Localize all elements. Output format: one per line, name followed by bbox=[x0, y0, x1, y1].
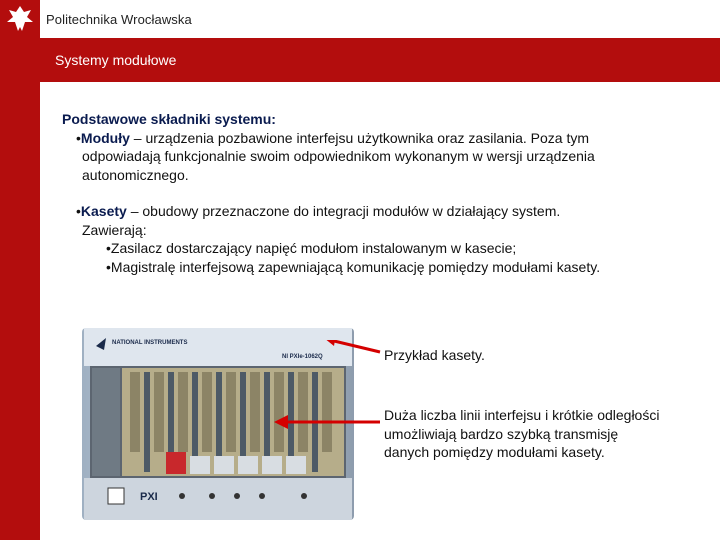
bullet-chassis bbox=[76, 202, 702, 239]
annotation-chassis: Przykład kasety. bbox=[384, 347, 485, 363]
arrow-chassis bbox=[330, 340, 380, 352]
term-chassis: Kasety bbox=[80, 203, 127, 219]
modules-desc-line1: – urządzenia pozbawione interfejsu użytkownika oraz zasilania. Poza tym bbox=[129, 129, 590, 146]
university-name: Politechnika Wrocławska bbox=[46, 12, 192, 27]
eagle-icon bbox=[0, 0, 40, 38]
title-bar bbox=[40, 38, 720, 82]
annotation-bus-line1: Duża liczba linii interfejsu i krótkie odległości bbox=[384, 407, 660, 423]
header bbox=[0, 0, 720, 38]
annotation-bus-line2: umożliwiają bardzo szybką transmisję bbox=[384, 425, 619, 442]
annotation-bus-line3: danych pomiędzy modułami kasety. bbox=[384, 444, 605, 460]
university-logo bbox=[0, 0, 40, 38]
modules-desc-line2: odpowiadają funkcjonalnie swoim odpowiednikom wykonanym w wersji urządzenia bbox=[82, 148, 595, 164]
section-heading: Podstawowe składniki systemu: bbox=[62, 111, 276, 127]
sub-bullet-power: •Zasilacz dostarczający napięć modułom instalowanym w kasecie; bbox=[106, 240, 517, 256]
term-modules: Moduły bbox=[80, 129, 130, 146]
annotation-arrows bbox=[270, 340, 390, 440]
left-accent-bar bbox=[0, 38, 40, 540]
bullet-modules bbox=[76, 129, 702, 185]
pxi-label: PXI bbox=[140, 491, 158, 503]
slide-title: Systemy modułowe bbox=[55, 52, 177, 68]
bullet-dot: • bbox=[76, 129, 81, 146]
slide-content bbox=[62, 110, 702, 276]
power-button bbox=[108, 488, 124, 504]
chassis-model: NI PXIe-1062Q bbox=[282, 354, 323, 360]
annotation-bus bbox=[384, 406, 714, 462]
modules-desc-line3: autonomicznego. bbox=[82, 166, 189, 183]
chassis-contains: Zawierają: bbox=[82, 221, 147, 238]
bullet-dot: • bbox=[76, 203, 81, 219]
chassis-desc: – obudowy przeznaczone do integracji modułów w działający system. bbox=[126, 203, 561, 219]
sub-bullet-bus: •Magistralę interfejsową zapewniającą komunikację pomiędzy modułami kasety. bbox=[106, 258, 601, 275]
chassis-brand: NATIONAL INSTRUMENTS bbox=[112, 340, 188, 346]
